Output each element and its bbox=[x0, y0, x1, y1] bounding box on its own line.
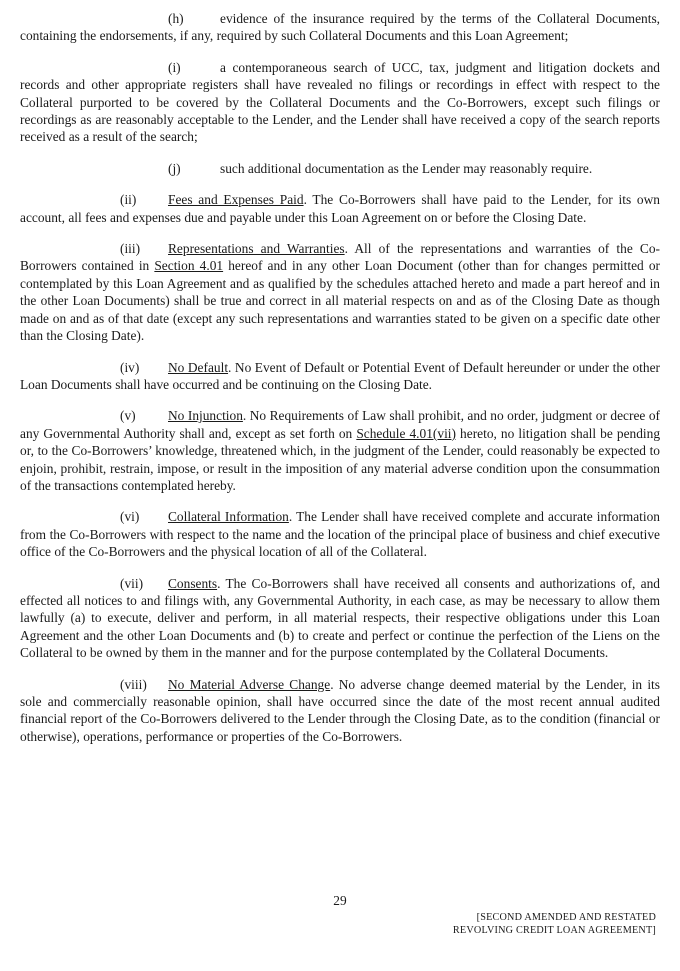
paragraph-text: a contemporaneous search of UCC, tax, judgment and litigation dockets and records and other appropriate registers shall have revealed no filings or recordings in effect with respect to the Collateral purported to be covered by the Collateral Documents and the Co-Borrowers, except such filings or recordings as are reasonably acceptable to the Lender, and the Lender shall have received a copy of the search reports received as a result of the search; bbox=[20, 59, 660, 145]
section-text: . No Event of Default or Potential Event of Default hereunder or under the other Loan Documents shall have occurred and be continuing on the Closing Date. bbox=[20, 359, 660, 392]
section-heading: Collateral Information bbox=[168, 509, 289, 525]
footer-title-line: [SECOND AMENDED AND RESTATED bbox=[476, 912, 656, 923]
section-text: . The Co-Borrowers shall have received all consents and authorizations of, and effected all notices to and filings with, any Governmental Authority, in each case, as may be necessary to allow them lawfully (a) to execute, deliver and perform, in all material respects, their respective obligations under this Loan Agreement and the other Loan Documents and (b) to create and perfect or continue the perfection of the Liens on the Collateral to be owned by them in the manner and for the purpose contemplated by the Collateral Documents. bbox=[20, 575, 660, 661]
paragraph-text: evidence of the insurance required by the terms of the Collateral Documents, containing the endorsements, if any, required by such Collateral Documents and this Loan Agreement; bbox=[20, 11, 660, 44]
section-heading: No Material Adverse Change bbox=[168, 676, 331, 692]
cross-reference: Schedule 4.01(vii) bbox=[356, 425, 456, 441]
section-heading: No Injunction bbox=[168, 408, 243, 424]
section-number: (vi) bbox=[120, 509, 140, 525]
section-ii bbox=[20, 191, 660, 226]
cross-reference: Section 4.01 bbox=[154, 258, 224, 274]
section-text: . No adverse change deemed material by the Lender, in its sole and commercially reasonable opinion, shall have occurred since the date of the most recent annual audited financial report of the Co-Borrowers delivered to the Lender through the Closing Date, as to the condition (financial or otherwise), operations, performance or properties of the Co-Borrowers. bbox=[20, 676, 660, 744]
section-text: . No Requirements of Law shall prohibit, and no order, judgment or decree of any Governmental Authority shall and, except as set forth on bbox=[20, 408, 660, 441]
section-heading: Representations and Warranties bbox=[168, 241, 345, 257]
paragraph-number: (h) bbox=[168, 11, 184, 26]
section-number: (v) bbox=[120, 408, 136, 424]
paragraph-text: such additional documentation as the Lender may reasonably require. bbox=[220, 160, 593, 176]
footer-title-line: REVOLVING CREDIT LOAN AGREEMENT] bbox=[452, 925, 656, 936]
section-text: hereof and in any other Loan Document (other than for changes permitted or contemplated by this Loan Agreement and as qualified by the schedules attached hereto and made a part hereof and in the other Loan Documents) shall be true and correct in all material respects on and as of the Closing Date as though made on and as of that date (except any such representations and warranties stated to be given on a specific date other than the Closing Date). bbox=[20, 258, 660, 344]
document-title-footer bbox=[453, 911, 656, 937]
page-number: 29 bbox=[333, 893, 347, 908]
paragraph-h bbox=[20, 10, 660, 45]
paragraph-number: (i) bbox=[168, 59, 181, 75]
section-text: . The Co-Borrowers shall have paid to the Lender, for its own account, all fees and expenses due and payable under this Loan Agreement on or before the Closing Date. bbox=[20, 192, 660, 225]
section-number: (vii) bbox=[120, 575, 144, 591]
section-number: (viii) bbox=[120, 676, 147, 692]
section-number: (ii) bbox=[120, 192, 137, 208]
section-v bbox=[20, 407, 660, 494]
section-iv bbox=[20, 359, 660, 394]
paragraph-i bbox=[20, 59, 660, 146]
section-text: . All of the representations and warranties of the Co-Borrowers contained in bbox=[20, 241, 661, 274]
section-number: (iii) bbox=[120, 241, 141, 257]
document-body bbox=[20, 10, 660, 759]
section-heading: Fees and Expenses Paid bbox=[168, 192, 304, 208]
paragraph-number: (j) bbox=[168, 160, 181, 176]
section-vii bbox=[20, 575, 660, 662]
section-number: (iv) bbox=[120, 359, 140, 375]
section-text: hereto, no litigation shall be pending or, to the Co-Borrowers’ knowledge, threatened which, in the judgment of the Lender, could reasonably be expected to enjoin, prohibit, restrain, impose, or result in the imposition of any material adverse condition upon the consummation of the transactions contemplated hereby. bbox=[20, 425, 661, 493]
section-text: . The Lender shall have received complete and accurate information from the Co-Borrowers with respect to the name and the location of the principal place of business and chief executive office of the Co-Borrowers and the physical location of all of the Collateral. bbox=[20, 509, 660, 560]
section-viii bbox=[20, 676, 660, 746]
section-vi bbox=[20, 508, 660, 560]
section-iii bbox=[20, 240, 660, 344]
section-heading: Consents bbox=[168, 575, 218, 591]
paragraph-j bbox=[20, 160, 660, 177]
section-heading: No Default bbox=[168, 359, 229, 375]
